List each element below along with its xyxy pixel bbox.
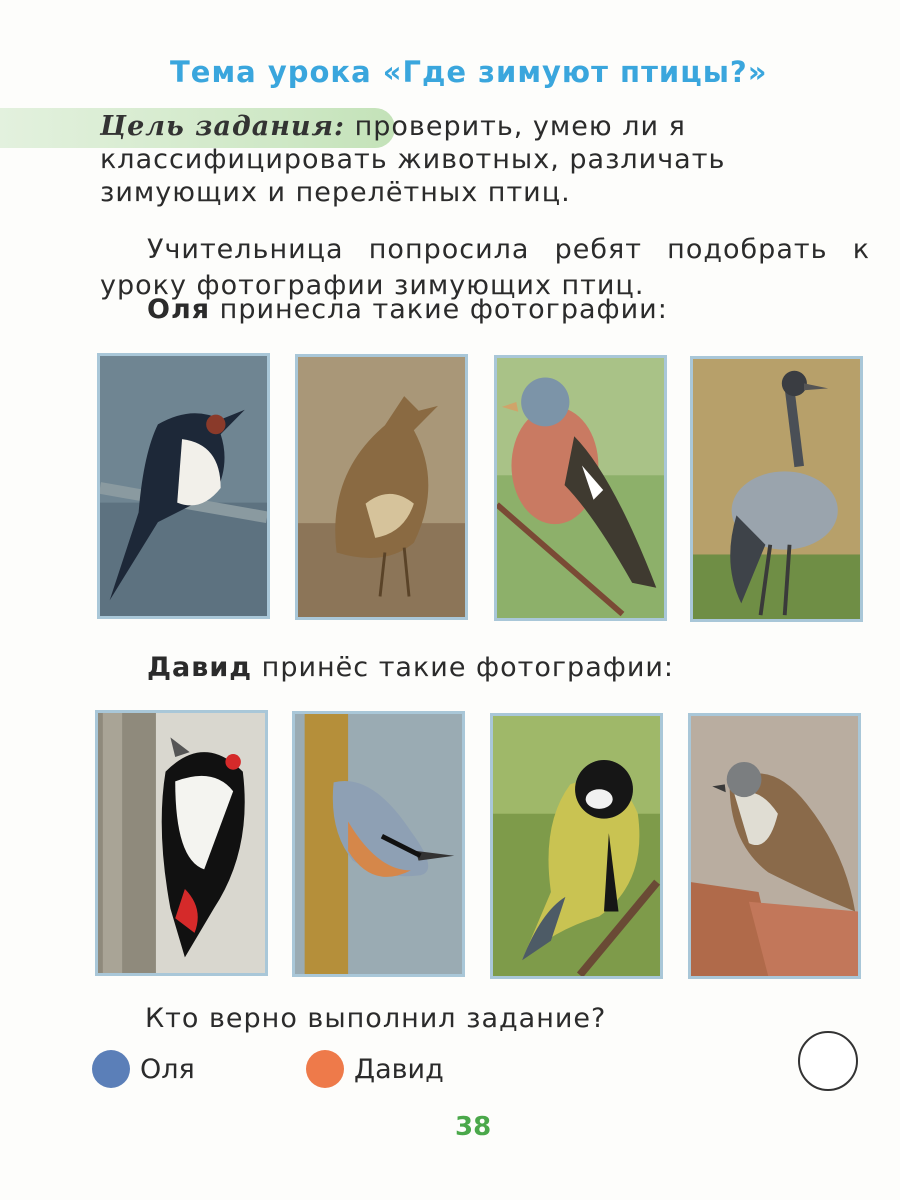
olya-name: Оля bbox=[147, 294, 211, 325]
olya-text: принесла такие фотографии: bbox=[219, 294, 668, 325]
goal-text: проверить, умею ли я классифицировать животных, различать зимующих и перелётных птиц. bbox=[100, 111, 726, 208]
option-olya-label: Оля bbox=[140, 1053, 195, 1085]
swallow-photo bbox=[97, 353, 270, 619]
task-goal bbox=[100, 110, 870, 209]
sparrow-photo bbox=[688, 713, 861, 979]
woodpecker-photo bbox=[95, 710, 268, 976]
lesson-title: Тема урока «Где зимуют птицы?» bbox=[170, 55, 768, 89]
crane-photo bbox=[690, 356, 863, 622]
chaffinch-photo bbox=[494, 355, 667, 621]
intro-paragraph: Учительница попросила ребят подобрать к уроку фотографии зимующих птиц. bbox=[100, 234, 870, 301]
option-olya-dot[interactable] bbox=[92, 1050, 130, 1088]
answer-circle[interactable] bbox=[798, 1031, 858, 1091]
option-olya[interactable] bbox=[92, 1050, 195, 1088]
great-tit-photo bbox=[490, 713, 663, 979]
david-text: принёс такие фотографии: bbox=[261, 652, 675, 683]
skylark-photo bbox=[295, 354, 468, 620]
option-david[interactable] bbox=[306, 1050, 444, 1088]
olya-caption bbox=[147, 294, 668, 325]
goal-label: Цель задания: bbox=[100, 111, 346, 142]
option-david-label: Давид bbox=[354, 1053, 444, 1085]
question-text: Кто верно выполнил задание? bbox=[145, 1003, 607, 1034]
david-caption bbox=[147, 652, 674, 683]
page-number: 38 bbox=[455, 1112, 492, 1142]
david-name: Давид bbox=[147, 652, 253, 683]
nuthatch-photo bbox=[292, 711, 465, 977]
option-david-dot[interactable] bbox=[306, 1050, 344, 1088]
